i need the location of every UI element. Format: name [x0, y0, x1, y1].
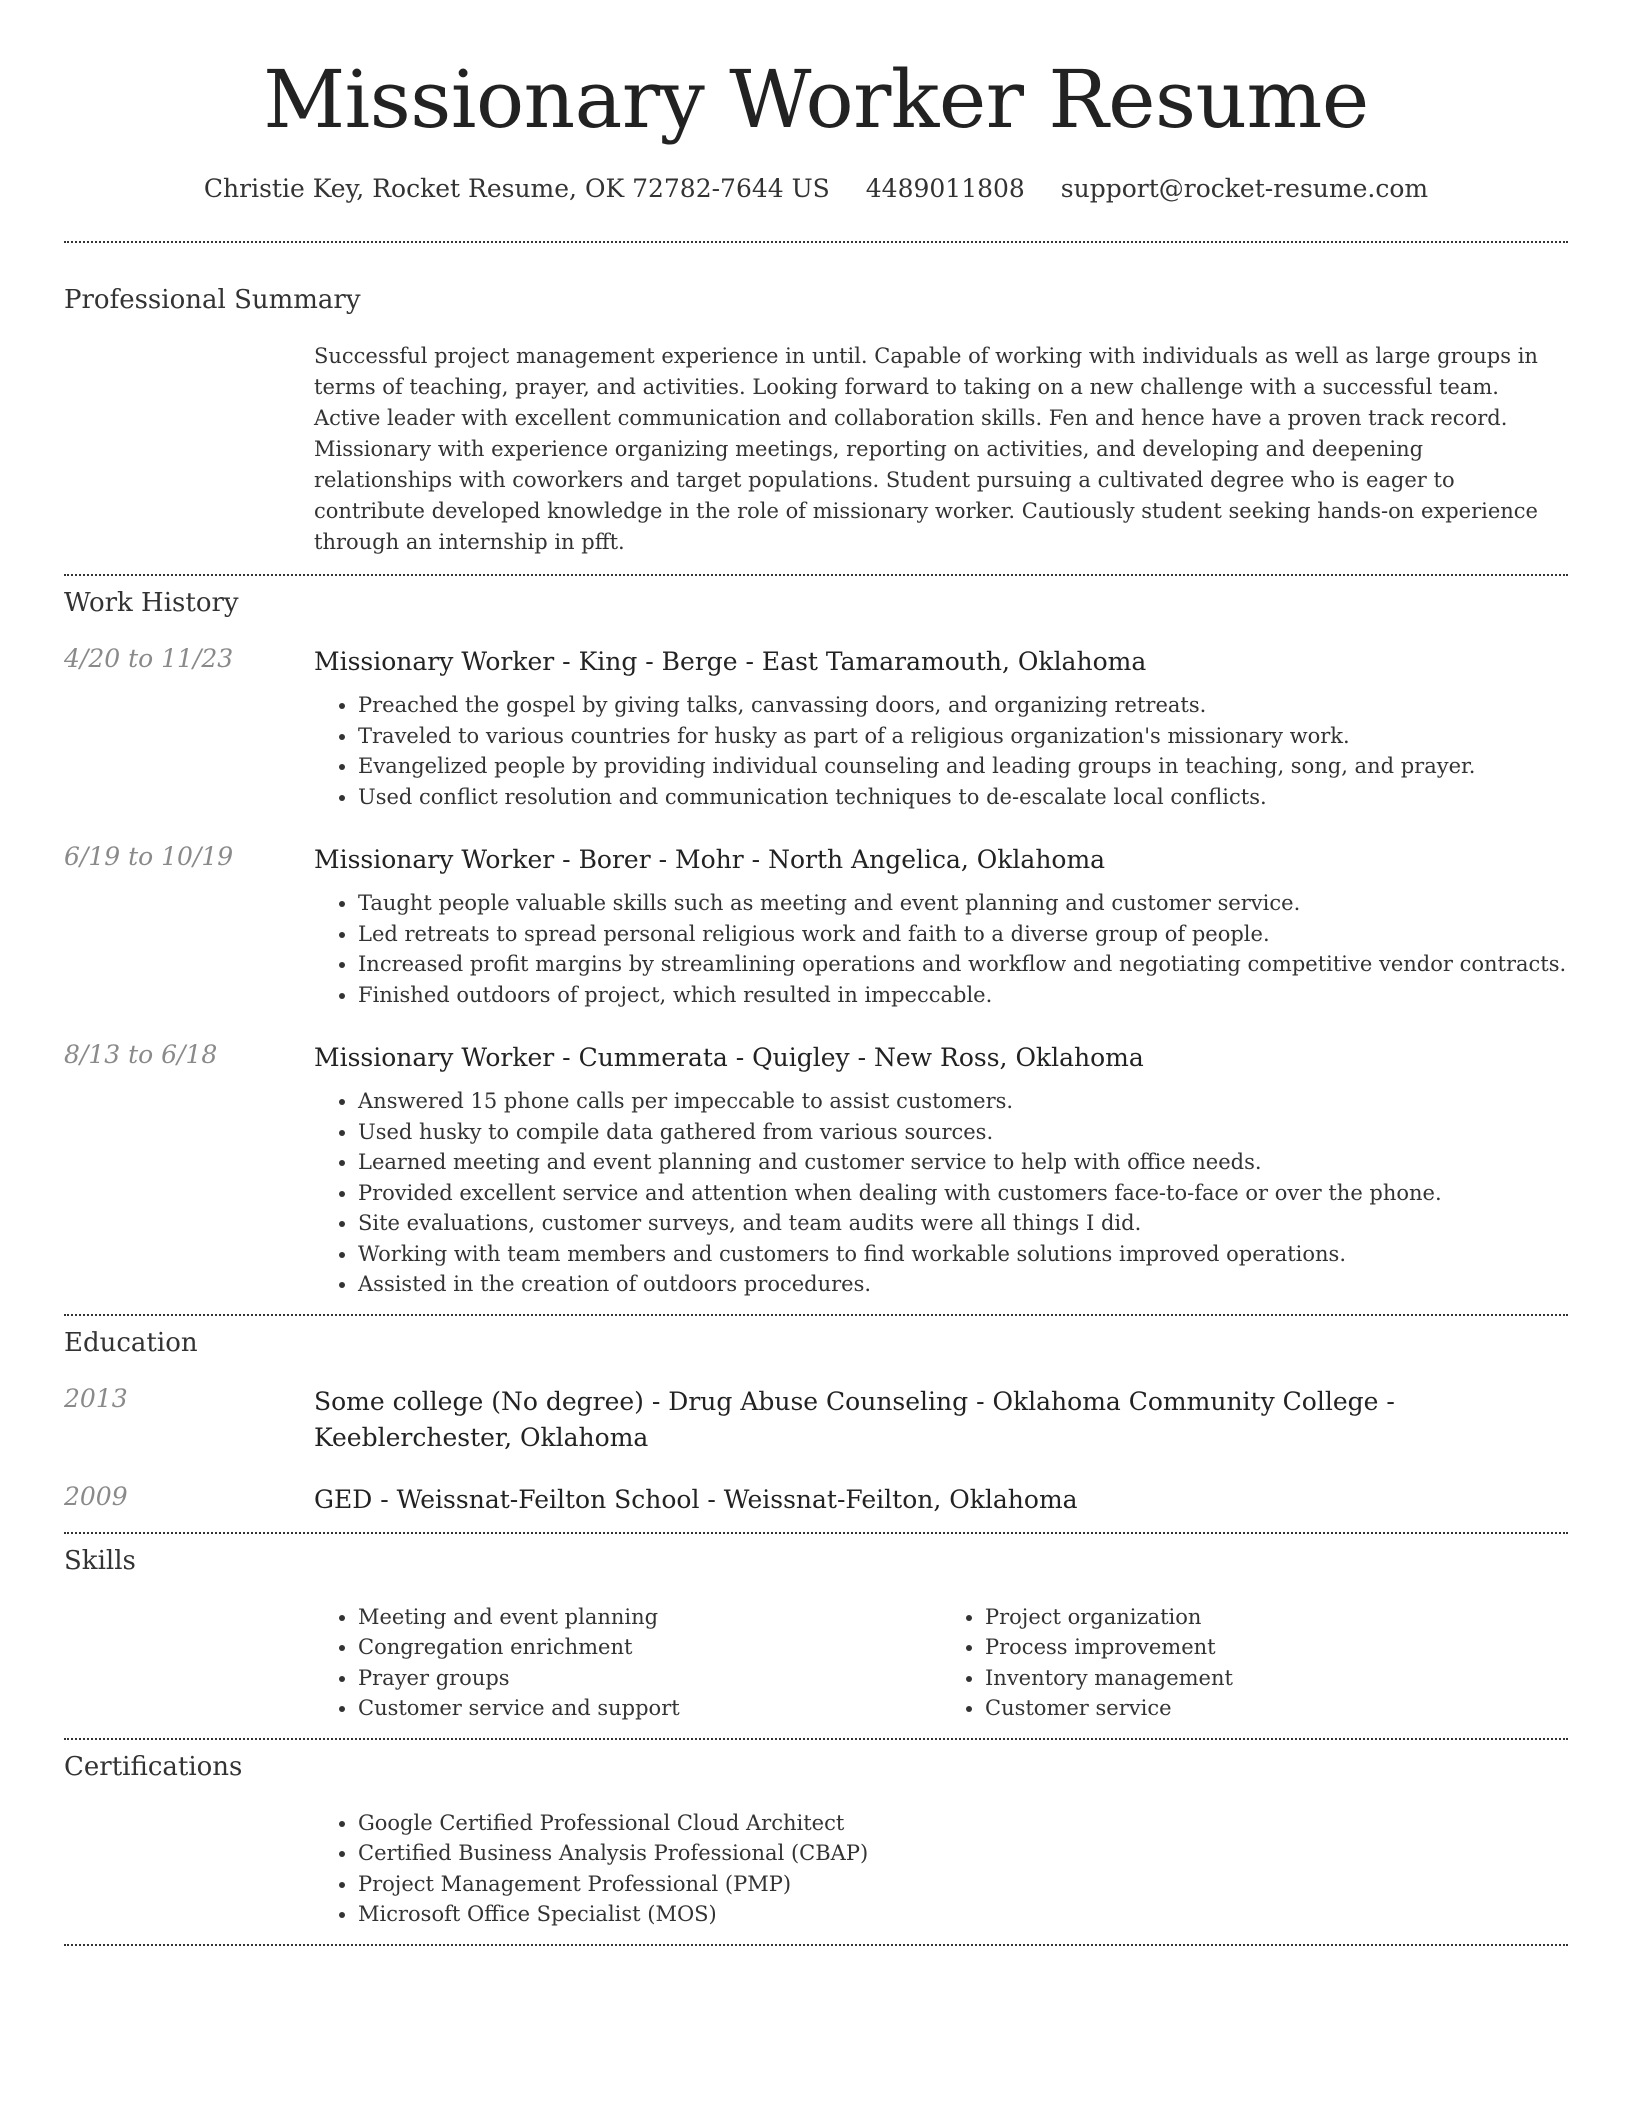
- list-item: • Microsoft Office Specialist (MOS): [358, 1899, 1568, 1930]
- list-item: • Prayer groups: [358, 1663, 941, 1694]
- skills-section: [64, 1534, 1568, 1738]
- work-history-heading: Work History: [64, 588, 239, 618]
- list-item: • Provided excellent service and attention when dealing with customers face-to-face or over the phone.: [358, 1178, 1568, 1209]
- list-item: • Evangelized people by providing individual counseling and leading groups in teaching, song, and prayer.: [358, 751, 1568, 782]
- list-item: • Project Management Professional (PMP): [358, 1869, 1568, 1900]
- list-item: • Customer service: [985, 1693, 1568, 1724]
- list-item: • Project organization: [985, 1602, 1568, 1633]
- summary-heading: Professional Summary: [64, 285, 361, 315]
- list-item: • Meeting and event planning: [358, 1602, 941, 1633]
- list-item: • Learned meeting and event planning and customer service to help with office needs.: [358, 1147, 1568, 1178]
- contact-email: support@rocket-resume.com: [1060, 174, 1429, 203]
- certifications-list: [314, 1808, 1568, 1930]
- list-item: • Used conflict resolution and communication techniques to de-escalate local conflicts.: [358, 782, 1568, 813]
- certifications-list-wrap: [314, 1808, 1568, 1944]
- list-item: • Congregation enrichment: [358, 1632, 941, 1663]
- job-entry: [64, 1040, 1568, 1300]
- list-item: • Finished outdoors of project, which resulted in impeccable.: [358, 980, 1568, 1011]
- list-item: • Certified Business Analysis Professional (CBAP): [358, 1838, 1568, 1869]
- list-item: • Process improvement: [985, 1632, 1568, 1663]
- list-item: • Answered 15 phone calls per impeccable to assist customers.: [358, 1086, 1568, 1117]
- job-dates: 4/20 to 11/23: [64, 644, 234, 673]
- list-item: • Used husky to compile data gathered from various sources.: [358, 1117, 1568, 1148]
- list-item: • Preached the gospel by giving talks, canvassing doors, and organizing retreats.: [358, 690, 1568, 721]
- job-content: [314, 842, 1568, 1010]
- summary-section: [64, 243, 1568, 574]
- list-item: • Assisted in the creation of outdoors procedures.: [358, 1269, 1568, 1300]
- job-bullets: [314, 690, 1568, 812]
- list-item: • Google Certified Professional Cloud Architect: [358, 1808, 1568, 1839]
- education-year: 2013: [64, 1383, 128, 1413]
- list-item: • Working with team members and customers to find workable solutions improved operations.: [358, 1239, 1568, 1270]
- education-section: [64, 1316, 1568, 1532]
- section-divider: [64, 1944, 1568, 1946]
- job-title: Missionary Worker - Cummerata - Quigley - New Ross, Oklahoma: [314, 1043, 1144, 1072]
- list-item: • Site evaluations, customer surveys, and team audits were all things I did.: [358, 1208, 1568, 1239]
- list-item: • Customer service and support: [358, 1693, 941, 1724]
- work-history-section: [64, 576, 1568, 1314]
- education-entry: [64, 1482, 1568, 1518]
- list-item: • Taught people valuable skills such as meeting and event planning and customer service.: [358, 888, 1568, 919]
- education-year: 2009: [64, 1481, 128, 1511]
- education-text: Some college (No degree) - Drug Abuse Counseling - Oklahoma Community College - Keeblerchester, Oklahoma: [314, 1386, 1395, 1452]
- job-bullets: [314, 888, 1568, 1010]
- skills-list-left: [314, 1602, 941, 1724]
- certifications-section: [64, 1740, 1568, 1944]
- skills-heading: Skills: [64, 1545, 136, 1576]
- skills-columns: [314, 1602, 1568, 1738]
- job-dates: 8/13 to 6/18: [64, 1040, 218, 1069]
- resume-title: Missionary Worker Resume: [263, 53, 1369, 146]
- list-item: • Inventory management: [985, 1663, 1568, 1694]
- job-content: [314, 1040, 1568, 1300]
- job-bullets: [314, 1086, 1568, 1300]
- skills-list-right: [941, 1602, 1568, 1724]
- list-item: • Led retreats to spread personal religious work and faith to a diverse group of people.: [358, 919, 1568, 950]
- job-title: Missionary Worker - Borer - Mohr - North Angelica, Oklahoma: [314, 845, 1106, 874]
- contact-line: [64, 174, 1568, 203]
- job-entry: [64, 644, 1568, 812]
- education-heading: Education: [64, 1327, 198, 1358]
- job-content: [314, 644, 1568, 812]
- certifications-heading: Certifications: [64, 1751, 243, 1782]
- job-dates: 6/19 to 10/19: [64, 842, 234, 871]
- list-item: • Traveled to various countries for husky as part of a religious organization's missionary work.: [358, 721, 1568, 752]
- education-entry: [64, 1384, 1568, 1456]
- contact-address: Christie Key, Rocket Resume, OK 72782-7644 US: [203, 174, 830, 203]
- summary-text: Successful project management experience in until. Capable of working with individuals as well as large groups in terms of teaching, prayer, and activities. Looking forward to taking on a new challenge with a successful team. Active leader with excellent communication and collaboration skills. Fen and hence have a proven track record. Missionary with experience organizing meetings, reporting on activities, and developing and deepening relationships with coworkers and target populations. Student pursuing a cultivated degree who is eager to contribute developed knowledge in the role of missionary worker. Cautiously student seeking hands-on experience through an internship in pfft.: [314, 344, 1538, 554]
- education-text: GED - Weissnat-Feilton School - Weissnat-Feilton, Oklahoma: [314, 1484, 1078, 1514]
- list-item: • Increased profit margins by streamlining operations and workflow and negotiating competitive vendor contracts.: [358, 949, 1568, 980]
- contact-phone: 4489011808: [865, 174, 1025, 203]
- job-entry: [64, 842, 1568, 1010]
- job-title: Missionary Worker - King - Berge - East Tamaramouth, Oklahoma: [314, 647, 1147, 676]
